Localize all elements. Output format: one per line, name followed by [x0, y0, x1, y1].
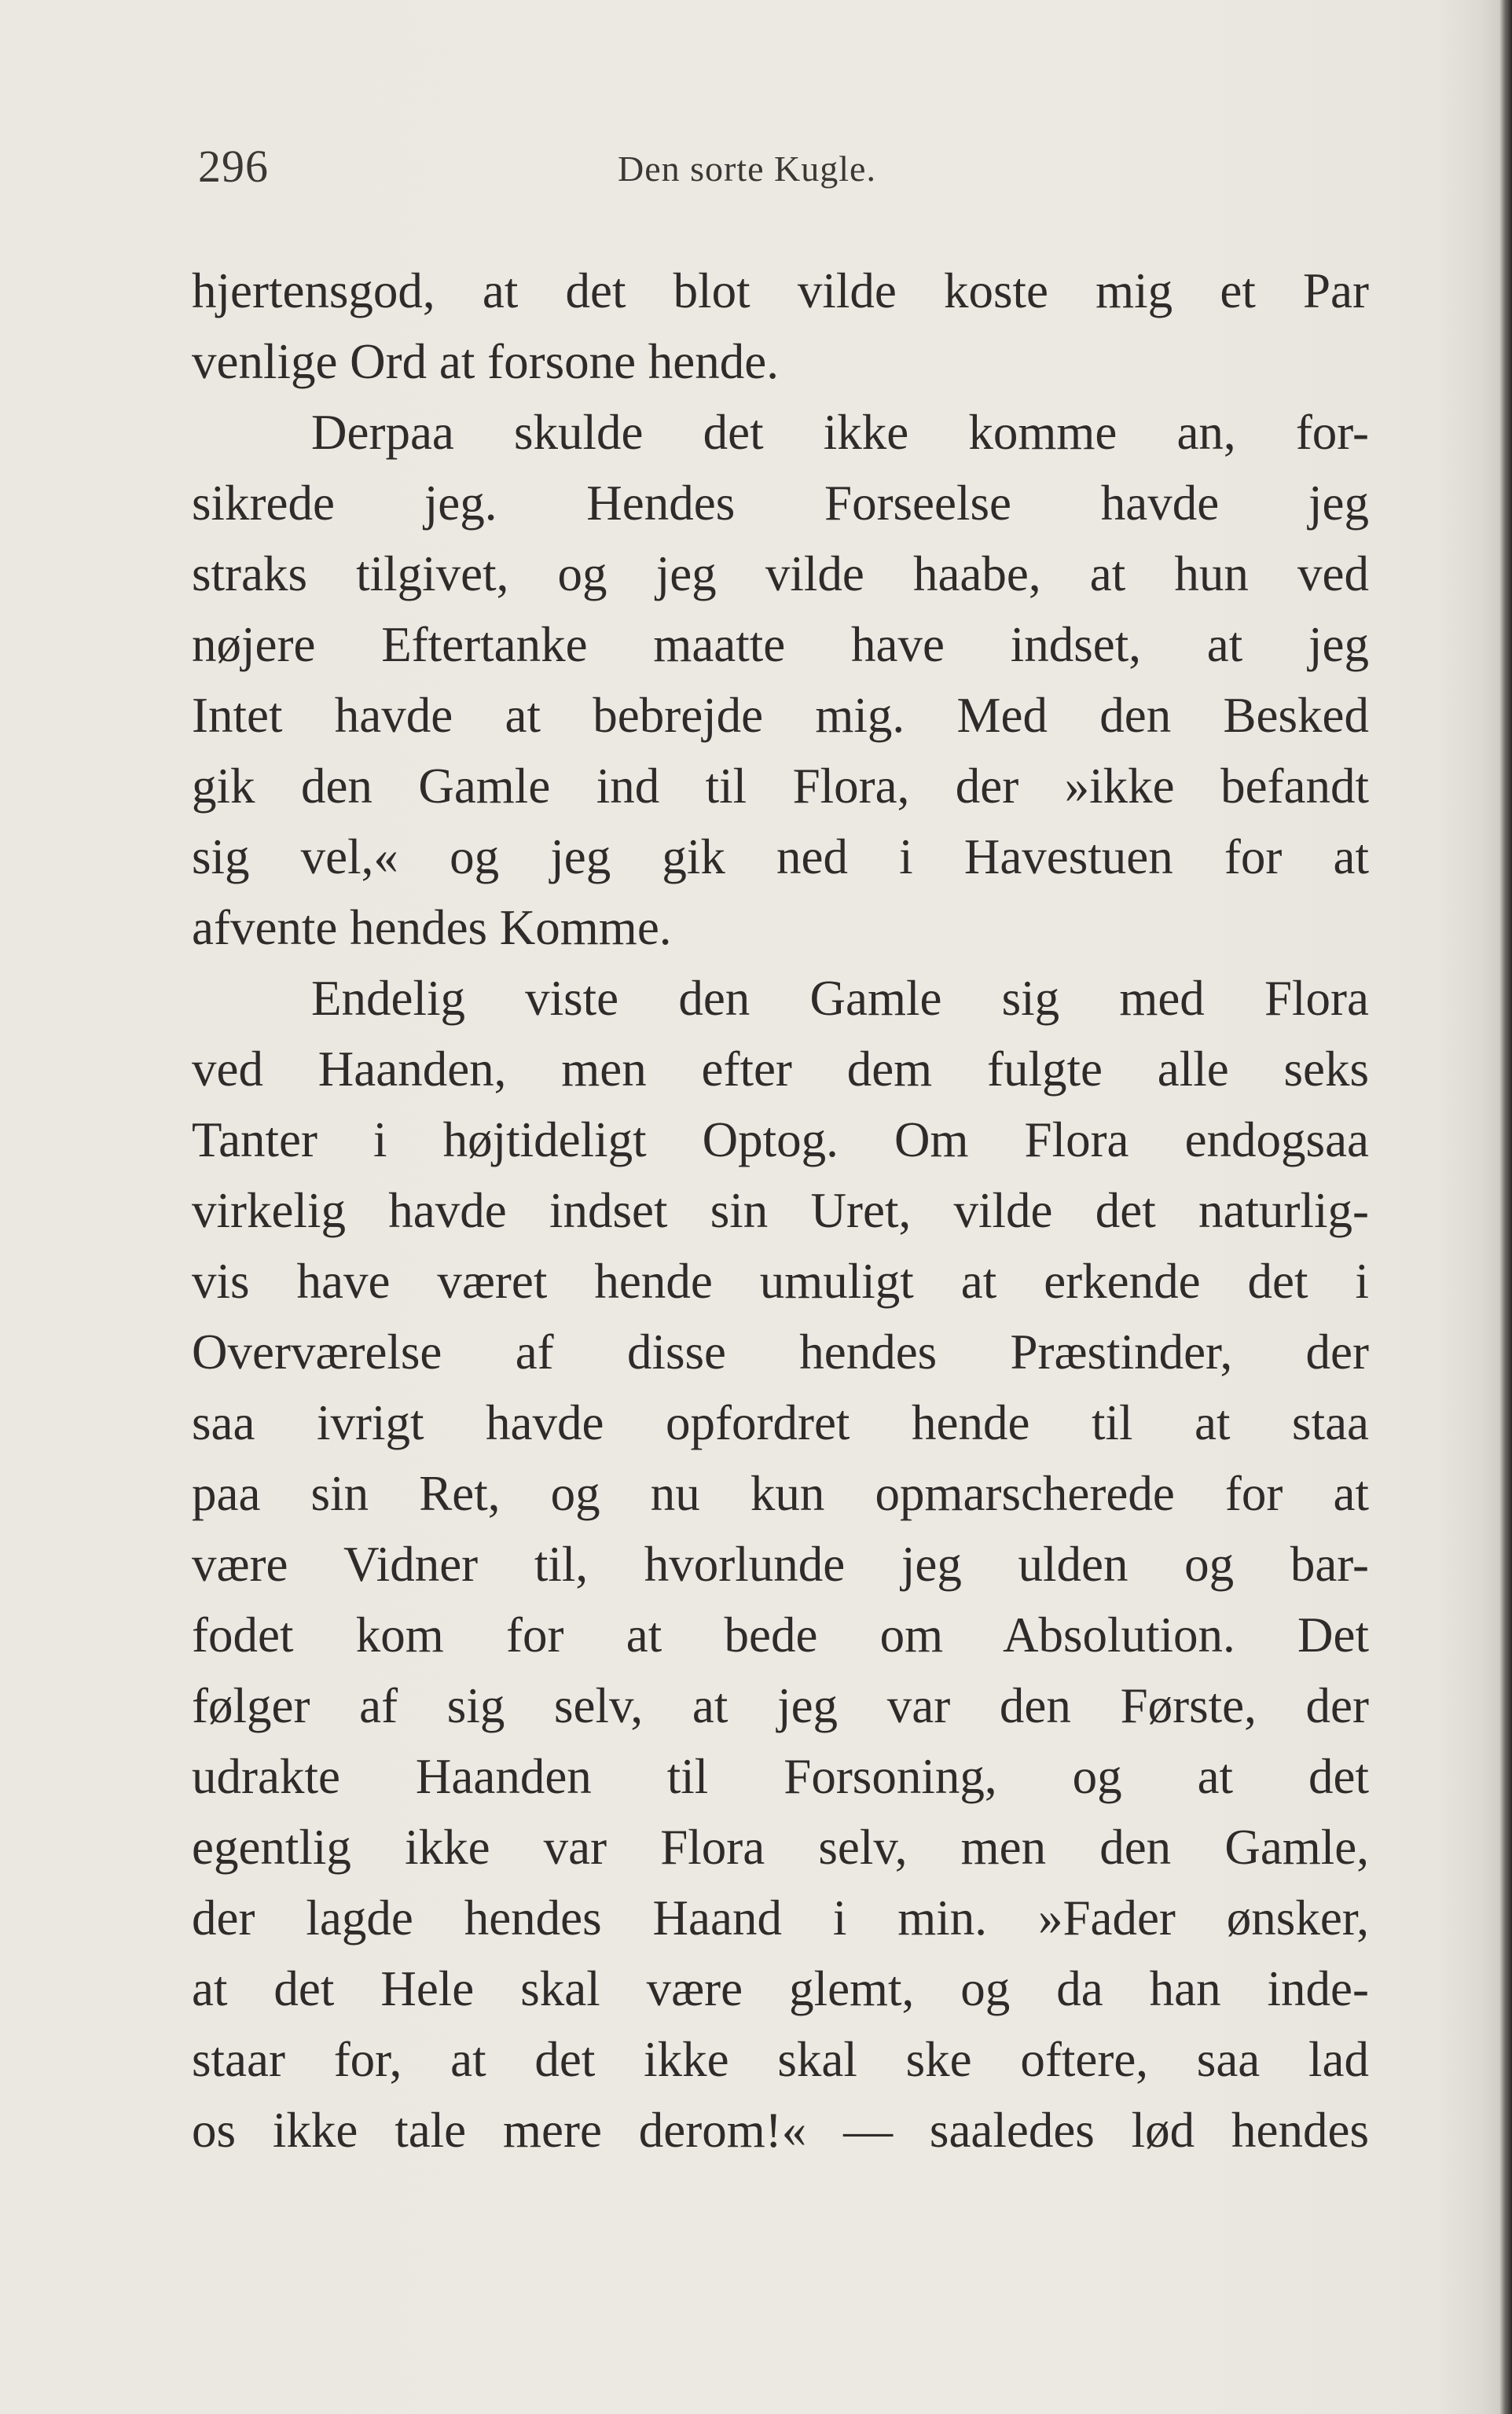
text-line: Overværelse af disse hendes Præstinder, der	[192, 1325, 1369, 1380]
text-line: være Vidner til, hvorlunde jeg ulden og bar-	[192, 1537, 1369, 1592]
body-text	[192, 255, 1369, 2166]
running-title: Den sorte Kugle.	[618, 149, 876, 189]
text-line: udrakte Haanden til Forsoning, og at det	[192, 1749, 1369, 1804]
text-line: paa sin Ret, og nu kun opmarscherede for at	[192, 1466, 1369, 1521]
text-line: afvente hendes Komme.	[192, 900, 672, 955]
page-edge-shadow	[1499, 0, 1512, 2414]
text-line: ved Haanden, men efter dem fulgte alle seks	[192, 1042, 1369, 1097]
text-line: fodet kom for at bede om Absolution. Det	[192, 1607, 1369, 1663]
text-line: hjertensgod, at det blot vilde koste mig et Par	[192, 263, 1369, 318]
text-line: Tanter i højtideligt Optog. Om Flora endogsaa	[192, 1112, 1369, 1167]
text-line: venlige Ord at forsone hende.	[192, 334, 779, 389]
text-line: virkelig havde indset sin Uret, vilde det naturlig-	[192, 1183, 1369, 1238]
text-line: vis have været hende umuligt at erkende det i	[192, 1254, 1369, 1309]
text-line: sig vel,« og jeg gik ned i Havestuen for at	[192, 829, 1369, 884]
text-line: nøjere Eftertanke maatte have indset, at jeg	[192, 617, 1369, 672]
text-line: at det Hele skal være glemt, og da han inde-	[192, 1961, 1369, 2016]
text-line: straks tilgivet, og jeg vilde haabe, at hun ved	[192, 546, 1369, 601]
text-line: saa ivrigt havde opfordret hende til at staa	[192, 1395, 1369, 1450]
text-line: der lagde hendes Haand i min. »Fader ønsker,	[192, 1890, 1369, 1946]
text-line: staar for, at det ikke skal ske oftere, saa lad	[192, 2032, 1369, 2087]
text-line: gik den Gamle ind til Flora, der »ikke befandt	[192, 759, 1369, 814]
text-line: egentlig ikke var Flora selv, men den Gamle,	[192, 1820, 1369, 1875]
text-line: Intet havde at bebrejde mig. Med den Besked	[192, 688, 1369, 743]
page-header	[0, 134, 1512, 204]
text-line: følger af sig selv, at jeg var den Første, der	[192, 1678, 1369, 1733]
page-number: 296	[198, 141, 269, 192]
text-line: Derpaa skulde det ikke komme an, for-	[311, 405, 1369, 460]
text-line: sikrede jeg. Hendes Forseelse havde jeg	[192, 476, 1369, 531]
text-line: os ikke tale mere derom!« — saaledes lød hendes	[192, 2103, 1369, 2158]
text-line: Endelig viste den Gamle sig med Flora	[311, 971, 1369, 1026]
